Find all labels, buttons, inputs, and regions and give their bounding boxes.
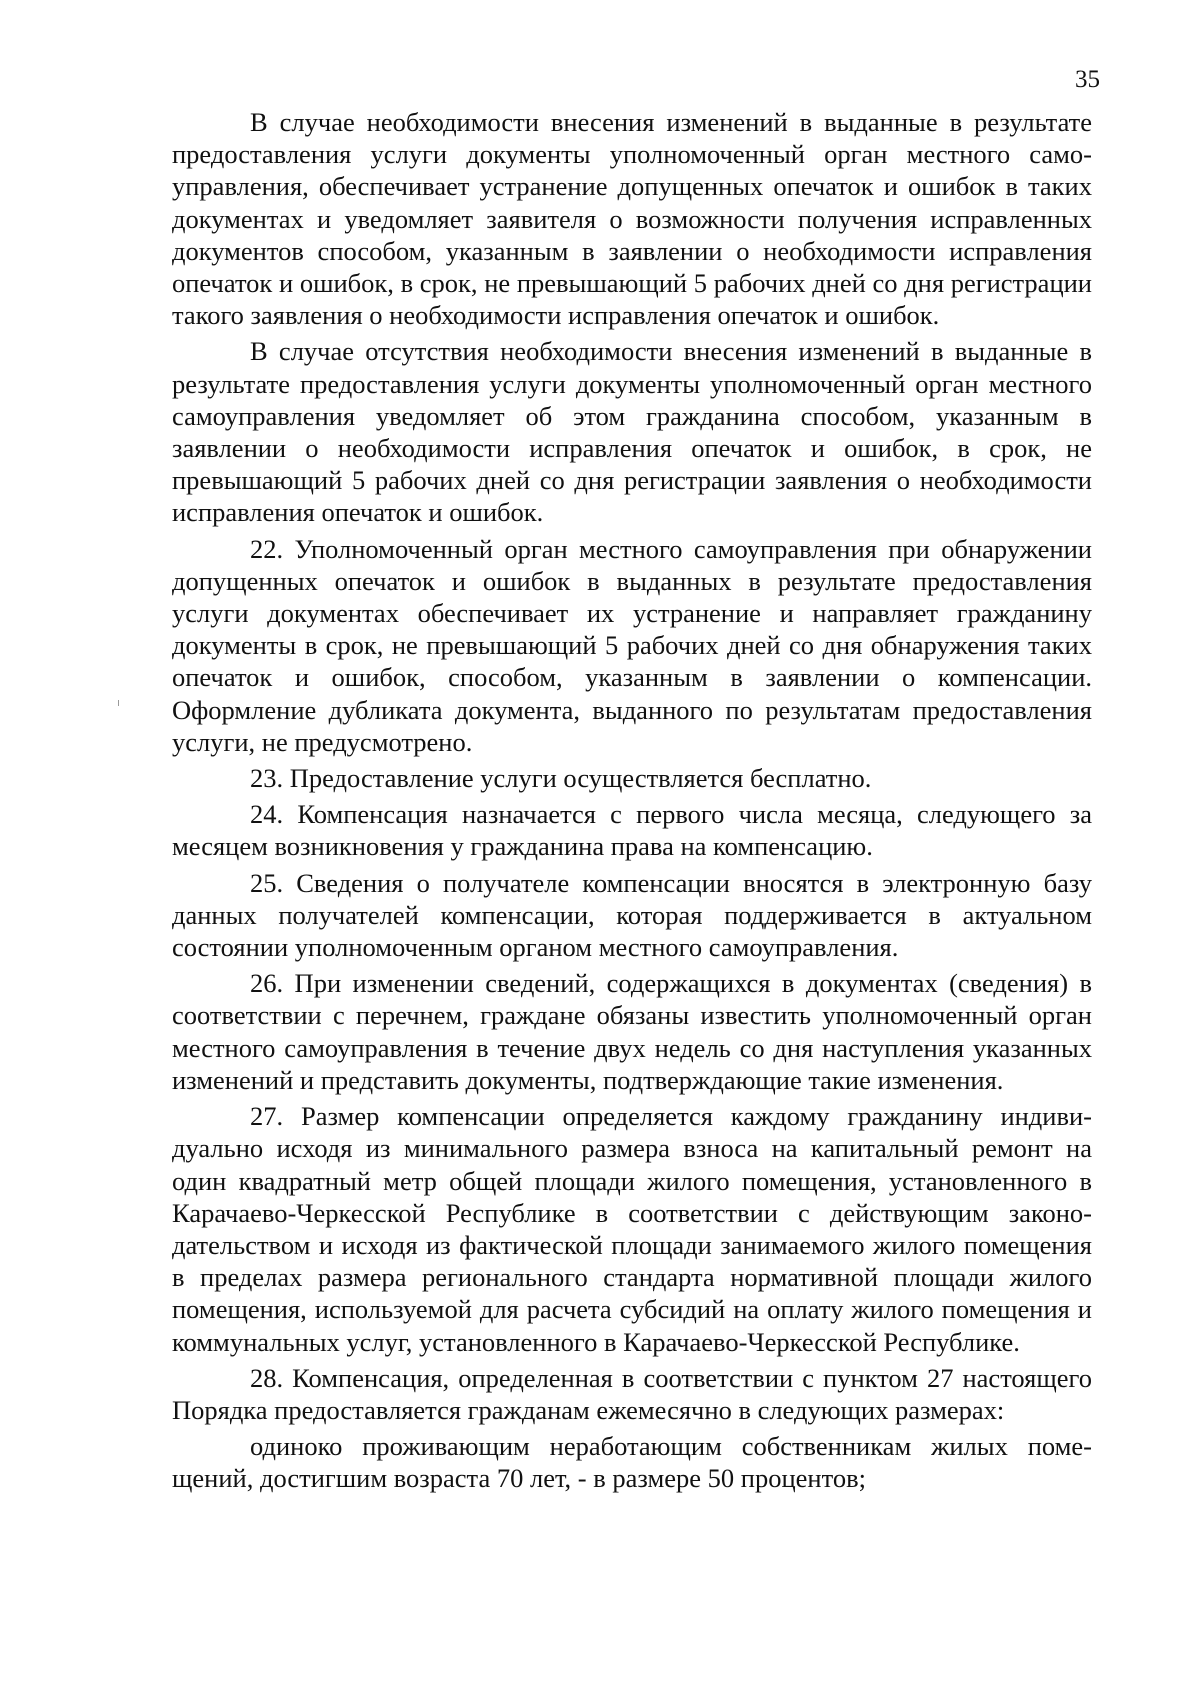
paragraph-item-27: 27. Размер компенсации определяется каждому гражданину индивидуально исходя из минимального размера взноса на капитальный ремонт на один квадратный метр общей площади жилого помещения, установленного в Карачаево-Черкесской Республике в соответствии с действующим законодательством и исходя из фактической площади занимаемого жилого помещения в пределах размера регионального стандарта нормативной площади жилого помещения, используемой для расчета субсидий на оплату жилого помещения и коммунальных услуг, установленного в Карачаево-Черкесской Республике. <box>172 1101 1092 1357</box>
page-number: 35 <box>1075 66 1100 93</box>
paragraph-item-22: 22. Уполномоченный орган местного самоуправления при обнаружении допущенных опечаток и ошибок в выданных в результате предоставления услуги документах обеспечивает их устранение и направляет гражданину документы в срок, не превышающий 5 рабочих дней со дня обнаружения таких опечаток и ошибок, способом, указанным в заявлении о компенсации. Оформление дубликата документа, выданного по результатам предоставления услуги, не предусмотрено. <box>172 533 1092 757</box>
paragraph-item-28-bullet: одиноко проживающим неработающим собственникам жилых помещений, достигшим возраста 70 лет, - в размере 50 процентов; <box>172 1431 1092 1494</box>
paragraph-item-26: 26. При изменении сведений, содержащихся в документах (сведения) в соответствии с перечнем, граждане обязаны известить уполномоченный орган местного самоуправления в течение двух недель со дня наступления указанных изменений и представить документы, подтверждающие такие изменения. <box>172 968 1092 1095</box>
paragraph-corrections-needed: В случае необходимости внесения изменений в выданные в результате предоставления услуги документы уполномоченный орган местного самоуправления, обеспечивает устранение допущенных опечаток и ошибок в таких документах и уведомляет заявителя о возможности получения исправленных документов способом, указанным в заявлении о необходимости исправления опечаток и ошибок, в срок, не превышающий 5 рабочих дней со дня регистрации такого заявления о необходимости исправления опечаток и ошибок. <box>172 107 1092 331</box>
paragraph-item-25: 25. Сведения о получателе компенсации вносятся в электронную базу данных получателей компенсации, которая поддерживается в актуальном состоянии уполномоченным органом местного самоуправления. <box>172 867 1092 963</box>
paragraph-item-28: 28. Компенсация, определенная в соответствии с пунктом 27 настоящего Порядка предоставляется гражданам ежемесячно в следующих размерах: <box>172 1362 1092 1425</box>
paragraph-item-23: 23. Предоставление услуги осуществляется бесплатно. <box>250 763 872 794</box>
paragraph-corrections-not-needed: В случае отсутствия необходимости внесения изменений в выданные в результате предоставления услуги документы уполномоченный орган местного самоуправления уведомляет об этом гражданина способом, указанным в заявлении о необходимости исправления опечаток и ошибок, в срок, не превышающий 5 рабочих дней со дня регистрации заявления о необходимости исправления опечаток и ошибок. <box>172 336 1092 528</box>
scan-artifact <box>118 700 119 706</box>
paragraph-item-24: 24. Компенсация назначается с первого числа месяца, следующего за месяцем возникновения у гражданина права на компенсацию. <box>172 799 1092 862</box>
document-body <box>172 106 1092 1499</box>
